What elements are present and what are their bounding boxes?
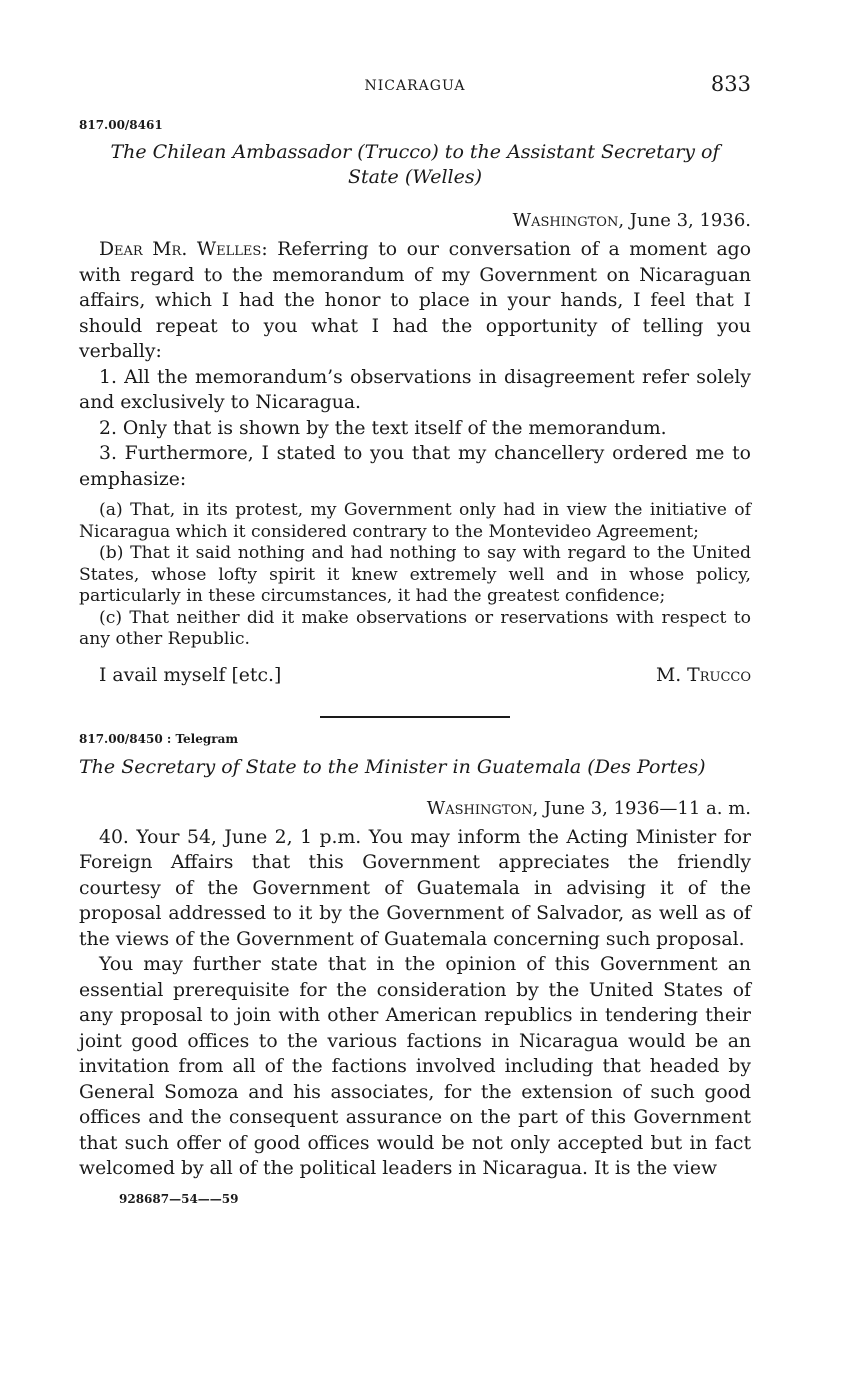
dateline-place: Washington: [426, 797, 533, 819]
lettered-point: (c) That neither did it make observations or reservations with respect to any other Republic.: [79, 607, 751, 649]
salutation: Dear Mr. Welles:: [99, 239, 268, 260]
file-number: 817.00/8461: [79, 118, 163, 132]
document-heading: [79, 756, 751, 778]
numbered-point: 1. All the memorandum’s observations in disagreement refer solely and exclusively to Nicaragua.: [79, 366, 751, 413]
numbered-point: 3. Furthermore, I stated to you that my chancellery ordered me to emphasize:: [79, 443, 751, 490]
dateline-date: , June 3, 1936—11 a. m.: [532, 797, 751, 819]
letter-intro: [79, 237, 751, 365]
heading-text: The Secretary of State to the Minister in Guatemala (: [79, 755, 595, 778]
complimentary-close: I avail myself [etc.]: [99, 664, 282, 686]
heading-text: ): [474, 166, 483, 188]
print-code: 928687—54——59: [119, 1191, 239, 1206]
signature: M. Trucco: [656, 664, 751, 686]
closing-line: [79, 665, 751, 686]
telegram-paragraph: 40. Your 54, June 2, 1 p.m. You may inform the Acting Minister for Foreign Affairs that this Government appreciates the friendly courtesy of the Government of Guatemala in advising it of the proposal addressed to it by the Government of Salvador, as well as of the views of the Government of Guatemala concerning such proposal.: [79, 826, 751, 950]
dateline: [79, 798, 751, 819]
running-head-title: NICARAGUA: [364, 78, 466, 94]
lettered-point: (b) That it said nothing and had nothing to say with regard to the United States, whose lofty spirit it knew extremely well and in whose policy, particularly in these circumstances, it had the greatest confidence;: [79, 543, 751, 606]
heading-text: ): [698, 755, 706, 778]
file-number: 817.00/8450 : Telegram: [79, 731, 239, 746]
intro-text: Referring to our conversation of a moment ago with regard to the memorandum of my Government on Nicaraguan affairs, which I had the honor to place in your hands, I feel that I should repeat to you what I had the opportunity of telling you verbally:: [79, 239, 752, 362]
heading-name: Des Portes: [594, 755, 699, 778]
heading-text: The Chilean Ambassador (: [110, 141, 365, 163]
numbered-point: 2. Only that is shown by the text itself of the memorandum.: [99, 417, 667, 439]
page-number: 833: [710, 72, 751, 96]
heading-name: Welles: [412, 166, 475, 188]
document-page: [79, 70, 751, 1206]
dateline-place: Washington: [512, 210, 619, 231]
document-heading: [99, 140, 731, 190]
section-divider: [320, 716, 510, 718]
heading-name: Trucco: [364, 141, 432, 163]
heading-text: ) to the Assistant Secretary of State (: [347, 141, 720, 188]
dateline-date: , June 3, 1936.: [618, 210, 751, 231]
dateline: [79, 210, 751, 231]
lettered-point: (a) That, in its protest, my Government only had in view the initiative of Nicaragua which it considered contrary to the Montevideo Agreement;: [79, 500, 751, 542]
running-head: [79, 70, 751, 104]
telegram-paragraph: You may further state that in the opinion of this Government an essential prerequisite for the consideration by the United States of any proposal to join with other American republics in tendering their joint good offices to the various factions in Nicaragua would be an invitation from all of the factions involved including that headed by General Somoza and his associates, for the extension of such good offices and the consequent assurance on the part of this Government that such offer of good offices would be not only accepted but in fact welcomed by all of the political leaders in Nicaragua. It is the view: [79, 954, 751, 1179]
